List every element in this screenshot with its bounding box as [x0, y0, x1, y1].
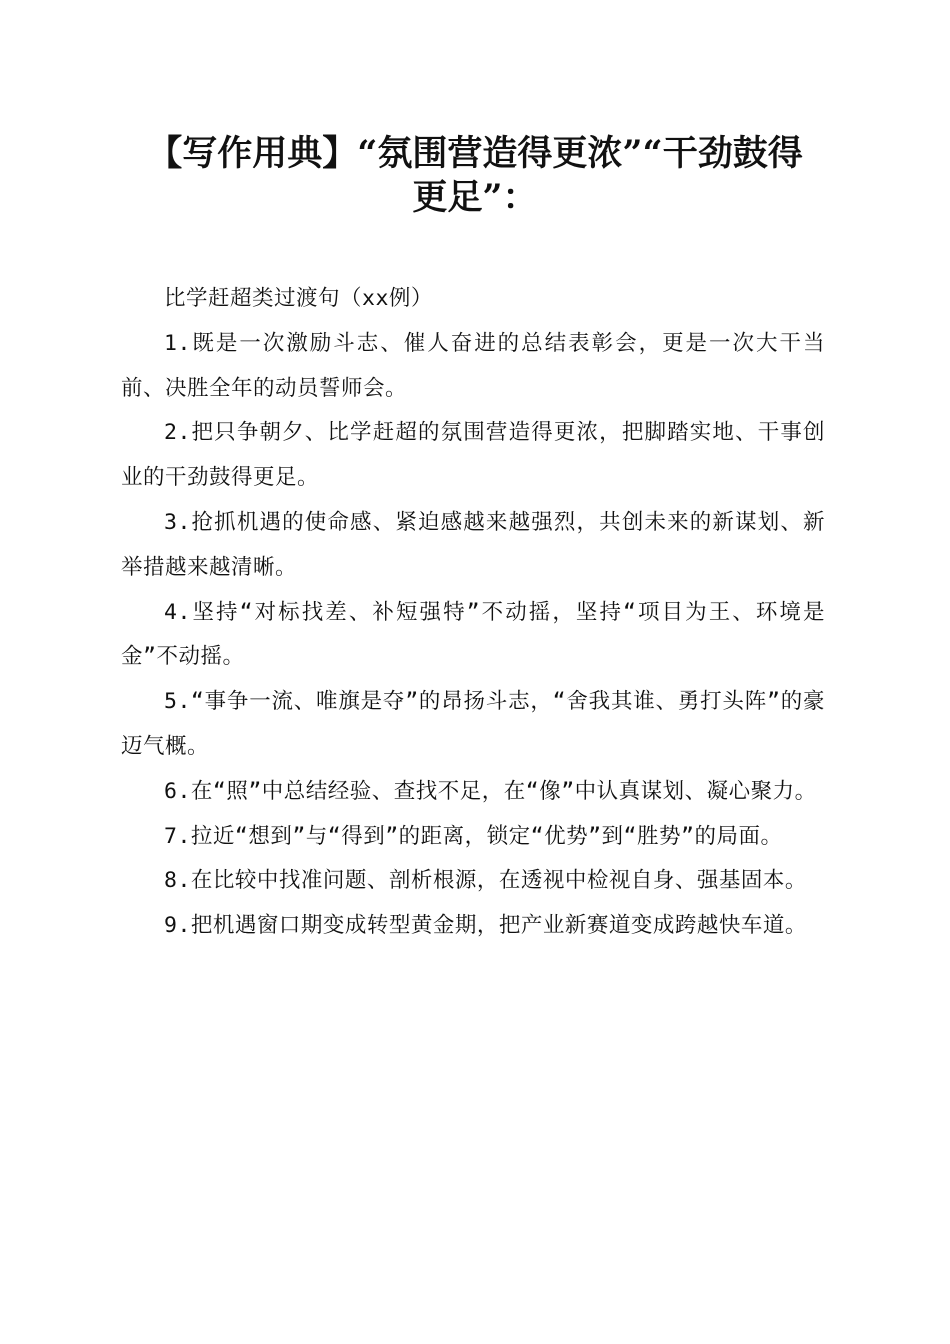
- list-item: 8.在比较中找准问题、剖析根源，在透视中检视自身、强基固本。: [164, 868, 807, 894]
- intro-paragraph: 比学赶超类过渡句（xx例）: [164, 286, 433, 311]
- list-item: 1.既是一次激励斗志、催人奋进的总结表彰会，更是一次大干当前、决胜全年的动员誓师会。: [121, 330, 825, 401]
- list-item: 2.把只争朝夕、比学赶超的氛围营造得更浓，把脚踏实地、干事创业的干劲鼓得更足。: [121, 420, 825, 491]
- list-item: 7.拉近“想到”与“得到”的距离，锁定“优势”到“胜势”的局面。: [164, 823, 783, 849]
- list-item: 6.在“照”中总结经验、查找不足，在“像”中认真谋划、凝心聚力。: [164, 778, 817, 804]
- list-item: 5.“事争一流、唯旗是夺”的昂扬斗志，“舍我其谁、勇打头阵”的豪迈气概。: [121, 689, 825, 759]
- page-title: [110, 132, 840, 220]
- list-item: 3.抢抓机遇的使命感、紧迫感越来越强烈，共创未来的新谋划、新举措越来越清晰。: [121, 509, 825, 580]
- list-item: 9.把机遇窗口期变成转型黄金期，把产业新赛道变成跨越快车道。: [164, 913, 807, 939]
- title-line-1: 【写作用典】“氛围营造得更浓”“干劲鼓得: [147, 133, 803, 174]
- title-line-2: 更足”：: [412, 177, 538, 218]
- document-body: [121, 277, 825, 949]
- list-item: 4.坚持“对标找差、补短强特”不动摇，坚持“项目为王、环境是金”不动摇。: [121, 599, 825, 670]
